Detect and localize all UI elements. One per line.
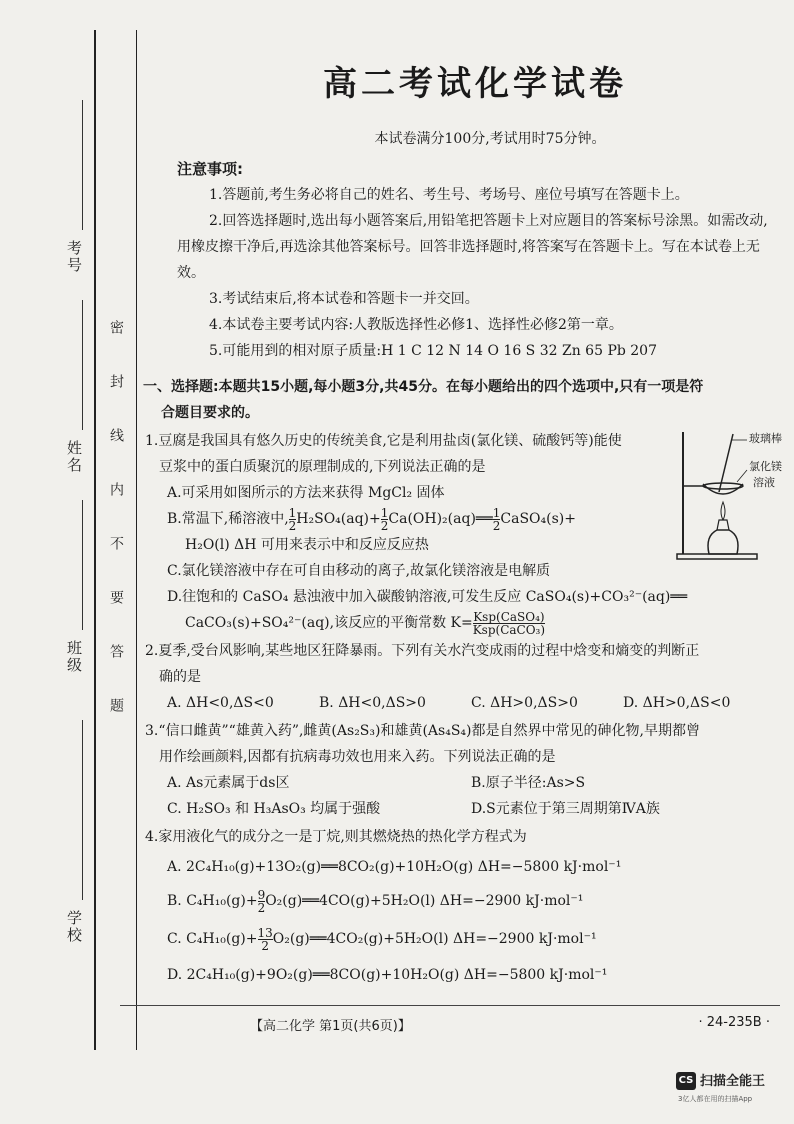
section-heading-line1: 一、选择题:本题共15小题,每小题3分,共45分。在每小题给出的四个选项中,只有一项是符 [143,379,704,395]
q1-evaporation-figure [675,426,785,566]
label-school: 学校 [65,910,83,944]
margin-line-outer [94,30,96,1050]
q1-d-frac: $\frac{\text{Ksp(CaSO₄)}}{\text{Ksp(CaCO₃)}}$ [472,609,546,637]
page-footer [250,1015,770,1034]
fill-line-name [82,300,83,430]
footer-page-info: 【高二化学 第1页(共6页)】 [250,1019,411,1034]
q1-d-eq: CaCO₃(s)+SO₄²⁻(aq),该反应的平衡常数 K= [185,615,473,631]
notice-item-4: 4.本试卷主要考试内容:人教版选择性必修1、选择性必修2第一章。 [209,317,623,333]
q3-options-row2 [145,796,775,822]
page-title: 高二考试化学试卷 [323,64,627,104]
notice-item-2: 2.回答选择题时,选出每小题答案后,用铅笔把答题卡上对应题目的答案标号涂黑。如需改动,用橡皮擦干净后,再选涂其他答案标号。回答非选择题时,将答案写在答题卡上。写在本试卷上无效。 [177,213,768,281]
q3-stem-line2: 用作绘画颜料,因都有抗病毒功效也用来入药。下列说法正确的是 [159,749,556,765]
q1-stem-line2: 豆浆中的蛋白质聚沉的原理制成的,下列说法正确的是 [159,459,486,475]
q2-option-c: C. ΔH>0,ΔS>0 [471,695,578,711]
exam-subtitle: 本试卷满分100分,考试用时75分钟。 [374,131,606,147]
label-exam-number: 考号 [65,240,83,274]
scanner-tagline: 3亿人都在用的扫描App [678,1095,753,1103]
binding-margin [0,0,140,1060]
q4-stem: 4.家用液化气的成分之一是丁烷,则其燃烧热的热化学方程式为 [145,829,527,845]
fill-line-school [82,720,83,900]
q1-stem-line1: 1.豆腐是我国具有悠久历史的传统美食,它是利用盐卤(氯化镁、硫酸钙等)能使 [145,433,622,449]
q1-option-a: A.可采用如图所示的方法来获得 MgCl₂ 固体 [167,485,445,501]
q2-options [145,690,775,716]
q4-option-a: A. 2C₄H₁₀(g)+13O₂(g)══8CO₂(g)+10H₂O(g) ΔH=−5800 kJ·mol⁻¹ [167,859,622,875]
q4-option-d: D. 2C₄H₁₀(g)+9O₂(g)══8CO(g)+10H₂O(g) ΔH=−5800 kJ·mol⁻¹ [167,967,608,983]
q3-options-row1 [145,770,775,796]
q4-c-frac: $\frac{13}{2}$ [257,925,273,953]
question-2 [145,638,775,716]
q3-option-b: B.原子半径:As>S [471,775,586,791]
question-4 [145,824,775,988]
figure-label-glass-rod: 玻璃棒 [749,432,782,445]
scanner-name: 扫描全能王 [700,1074,766,1089]
q2-option-d: D. ΔH>0,ΔS<0 [623,695,731,711]
scanner-logo-icon: CS [676,1072,696,1090]
q2-option-b: B. ΔH<0,ΔS>0 [319,695,426,711]
q4-option-c: C. C₄H₁₀(g)+ $\frac{13}{2}$ O₂(g)══4CO₂(g)+5H₂O(l) ΔH=−2900 kJ·mol⁻¹ [167,925,597,953]
footer-code: · 24-235B · [698,1015,770,1030]
notice-item-1: 1.答题前,考生务必将自己的姓名、考生号、考场号、座位号填写在答题卡上。 [209,187,689,203]
scanner-watermark [676,1070,786,1110]
footer-rule [120,1005,780,1006]
q1-b-prefix: B.常温下,稀溶液中, [167,511,289,527]
q2-stem-line2: 确的是 [159,669,201,685]
label-name: 姓名 [65,440,83,474]
notice-item-3: 3.考试结束后,将本试卷和答题卡一并交回。 [209,291,479,307]
q1-option-d: D.往饱和的 CaSO₄ 悬浊液中加入碳酸钠溶液,可发生反应 CaSO₄(s)+CO₃²⁻(aq)══ [167,589,688,605]
q3-option-c: C. H₂SO₃ 和 H₃AsO₃ 均属于强酸 [167,801,381,817]
q4-b-frac: $\frac{9}{2}$ [257,887,266,915]
exam-content [143,50,782,988]
q2-option-a: A. ΔH<0,ΔS<0 [167,695,274,711]
q1-option-c: C.氯化镁溶液中存在可自由移动的离子,故氯化镁溶液是电解质 [167,563,551,579]
section-heading [145,374,775,426]
q3-option-a: A. As元素属于ds区 [167,775,290,791]
q1-b-eq3: CaSO₄(s)+ [500,511,576,527]
q1-b-frac-3: $\frac{1}{2}$ [492,505,501,533]
evaporation-apparatus-icon [675,426,785,566]
q1-b-eq2: Ca(OH)₂(aq)══ [388,511,493,527]
q1-option-d-cont [145,610,775,636]
notice-heading: 注意事项: [177,160,243,178]
figure-label-solution-2: 溶液 [753,476,775,489]
q1-b-frac-2: $\frac{1}{2}$ [380,505,389,533]
q2-stem-line1: 2.夏季,受台风影响,某些地区狂降暴雨。下列有关水汽变成雨的过程中焓变和熵变的判断正 [145,643,700,659]
fill-line-exam-number [82,100,83,230]
section-heading-line2: 合题目要求的。 [161,405,259,421]
notice-item-5: 5.可能用到的相对原子质量:H 1 C 12 N 14 O 16 S 32 Zn 65 Pb 207 [209,343,657,359]
margin-line-inner [136,30,137,1050]
q3-option-d: D.S元素位于第三周期第ⅣA族 [471,801,660,817]
fill-line-class [82,500,83,630]
seal-line-text: 密封线内不要答题 [108,320,124,752]
label-class: 班级 [65,640,83,674]
q4-option-b: B. C₄H₁₀(g)+ $\frac{9}{2}$ O₂(g)══4CO(g)+5H₂O(l) ΔH=−2900 kJ·mol⁻¹ [167,887,584,915]
question-3 [145,718,775,822]
q1-b-eq1: H₂SO₄(aq)+ [296,511,381,527]
q3-stem-line1: 3.“信口雌黄”“雄黄入药”,雌黄(As₂S₃)和雄黄(As₄S₄)都是自然界中常见的砷化物,早期都曾 [145,723,700,739]
q1-option-b-cont: H₂O(l) ΔH 可用来表示中和反应反应热 [185,537,429,553]
figure-label-solution-1: 氯化镁 [749,460,782,473]
q1-b-frac-1: $\frac{1}{2}$ [288,505,297,533]
